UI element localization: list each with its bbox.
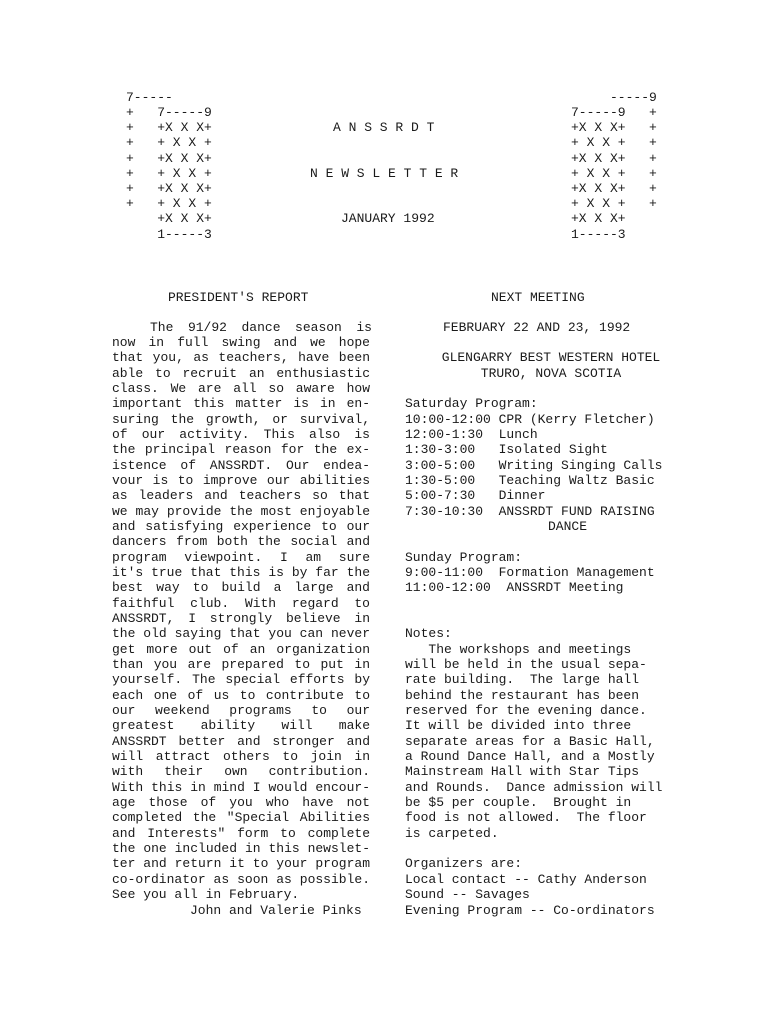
- notes-line: The workshops and meetings: [405, 642, 632, 657]
- art-line: +X X X+: [571, 211, 626, 226]
- masthead-title: A N S S R D T: [333, 120, 435, 135]
- notes-line: Mainstream Hall with Star Tips: [405, 764, 640, 779]
- art-line: -----9: [610, 90, 657, 105]
- report-line: each one of us to contribute to: [112, 688, 370, 703]
- meeting-dates: FEBRUARY 22 AND 23, 1992: [443, 320, 631, 335]
- report-line: program viewpoint. I am sure: [112, 550, 370, 565]
- report-line: the principal reason for the ex-: [112, 442, 370, 457]
- schedule-item-continued: DANCE: [548, 519, 588, 534]
- notes-line: rate building. The large hall: [405, 672, 640, 687]
- art-line: + + X X +: [126, 196, 212, 211]
- report-line: as leaders and teachers so that: [112, 488, 370, 503]
- saturday-label: Saturday Program:: [405, 396, 538, 411]
- masthead-date: JANUARY 1992: [341, 211, 435, 226]
- art-line: +X X X+ +: [571, 151, 657, 166]
- organizers-label: Organizers are:: [405, 856, 523, 871]
- report-line: istence of ANSSRDT. Our endea-: [112, 458, 370, 473]
- art-line: + +X X X+: [126, 181, 212, 196]
- art-line: 1-----3: [126, 227, 212, 242]
- report-line: get more out of an organization: [112, 642, 370, 657]
- notes-line: food is not allowed. The floor: [405, 810, 647, 825]
- report-line: faithful club. With regard to: [112, 596, 370, 611]
- meeting-heading: NEXT MEETING: [491, 290, 585, 305]
- art-line: +X X X+ +: [571, 181, 657, 196]
- schedule-item: 9:00-11:00 Formation Management: [405, 565, 655, 580]
- schedule-item: 1:30-3:00 Isolated Sight: [405, 442, 608, 457]
- notes-line: is carpeted.: [405, 826, 499, 841]
- sunday-label: Sunday Program:: [405, 550, 523, 565]
- report-line: greatest ability will make: [112, 718, 370, 733]
- report-line: ter and return it to your program: [112, 856, 370, 871]
- report-line: dancers from both the social and: [112, 534, 370, 549]
- notes-line: a Round Dance Hall, and a Mostly: [405, 749, 655, 764]
- report-line: than you are prepared to put in: [112, 657, 370, 672]
- report-line: completed the "Special Abilities: [112, 810, 370, 825]
- report-line: now in full swing and we hope: [112, 335, 370, 350]
- organizer-item: Sound -- Savages: [405, 887, 530, 902]
- notes-line: and Rounds. Dance admission will: [405, 780, 663, 795]
- art-line: 7-----9 +: [571, 105, 657, 120]
- report-line: ANSSRDT, I strongly believe in: [112, 611, 370, 626]
- art-line: + + X X +: [126, 135, 212, 150]
- report-line: it's true that this is by far the: [112, 565, 370, 580]
- report-line: suring the growth, or survival,: [112, 412, 370, 427]
- report-line: we may provide the most enjoyable: [112, 504, 370, 519]
- report-line: See you all in February.: [112, 887, 300, 902]
- report-line: vour is to improve our abilities: [112, 473, 370, 488]
- schedule-item: 1:30-5:00 Teaching Waltz Basic: [405, 473, 655, 488]
- president-signature: John and Valerie Pinks: [190, 903, 362, 918]
- meeting-venue: GLENGARRY BEST WESTERN HOTEL: [441, 350, 661, 365]
- report-line: of our activity. This also is: [112, 427, 370, 442]
- organizer-item: Evening Program -- Co-ordinators: [405, 903, 655, 918]
- art-line: +X X X+ +: [571, 120, 657, 135]
- report-line: important this matter is in en-: [112, 396, 370, 411]
- report-line: age those of you who have not: [112, 795, 370, 810]
- art-line: + + X X +: [126, 166, 212, 181]
- report-line: and satisfying experience to our: [112, 519, 370, 534]
- report-line: best way to build a large and: [112, 580, 370, 595]
- report-line: and Interests" form to complete: [112, 826, 370, 841]
- report-line: able to recruit an enthusiastic: [112, 366, 370, 381]
- notes-line: will be held in the usual sepa-: [405, 657, 647, 672]
- organizer-item: Local contact -- Cathy Anderson: [405, 872, 647, 887]
- art-line: + X X + +: [571, 135, 657, 150]
- report-line: yourself. The special efforts by: [112, 672, 370, 687]
- report-line: The 91/92 dance season is: [150, 320, 372, 335]
- notes-line: It will be divided into three: [405, 718, 632, 733]
- report-line: class. We are all so aware how: [112, 381, 370, 396]
- art-line: + +X X X+: [126, 120, 212, 135]
- schedule-item: 10:00-12:00 CPR (Kerry Fletcher): [405, 412, 655, 427]
- report-line: With this in mind I would encour-: [112, 780, 370, 795]
- report-line: will attract others to join in: [112, 749, 370, 764]
- schedule-item: 12:00-1:30 Lunch: [405, 427, 538, 442]
- report-line: that you, as teachers, have been: [112, 350, 370, 365]
- notes-line: reserved for the evening dance.: [405, 703, 647, 718]
- notes-line: be $5 per couple. Brought in: [405, 795, 632, 810]
- report-line: with their own contribution.: [112, 764, 370, 779]
- notes-line: behind the restaurant has been: [405, 688, 640, 703]
- art-line: + 7-----9: [126, 105, 212, 120]
- notes-label: Notes:: [405, 626, 452, 641]
- art-line: + X X + +: [571, 166, 657, 181]
- schedule-item: 5:00-7:30 Dinner: [405, 488, 546, 503]
- schedule-item: 11:00-12:00 ANSSRDT Meeting: [405, 580, 624, 595]
- meeting-location: TRURO, NOVA SCOTIA: [480, 366, 622, 381]
- report-line: co-ordinator as soon as possible.: [112, 872, 370, 887]
- report-line: the old saying that you can never: [112, 626, 370, 641]
- art-line: + X X + +: [571, 196, 657, 211]
- art-line: + +X X X+: [126, 151, 212, 166]
- art-line: 7-----: [126, 90, 173, 105]
- schedule-item: 7:30-10:30 ANSSRDT FUND RAISING: [405, 504, 655, 519]
- art-line: +X X X+: [126, 211, 212, 226]
- notes-line: separate areas for a Basic Hall,: [405, 734, 655, 749]
- schedule-item: 3:00-5:00 Writing Singing Calls: [405, 458, 663, 473]
- art-line: 1-----3: [571, 227, 626, 242]
- president-heading: PRESIDENT'S REPORT: [168, 290, 309, 305]
- masthead-subtitle: N E W S L E T T E R: [310, 166, 459, 181]
- report-line: our weekend programs to our: [112, 703, 370, 718]
- report-line: ANSSRDT better and stronger and: [112, 734, 370, 749]
- report-line: the one included in this newslet-: [112, 841, 370, 856]
